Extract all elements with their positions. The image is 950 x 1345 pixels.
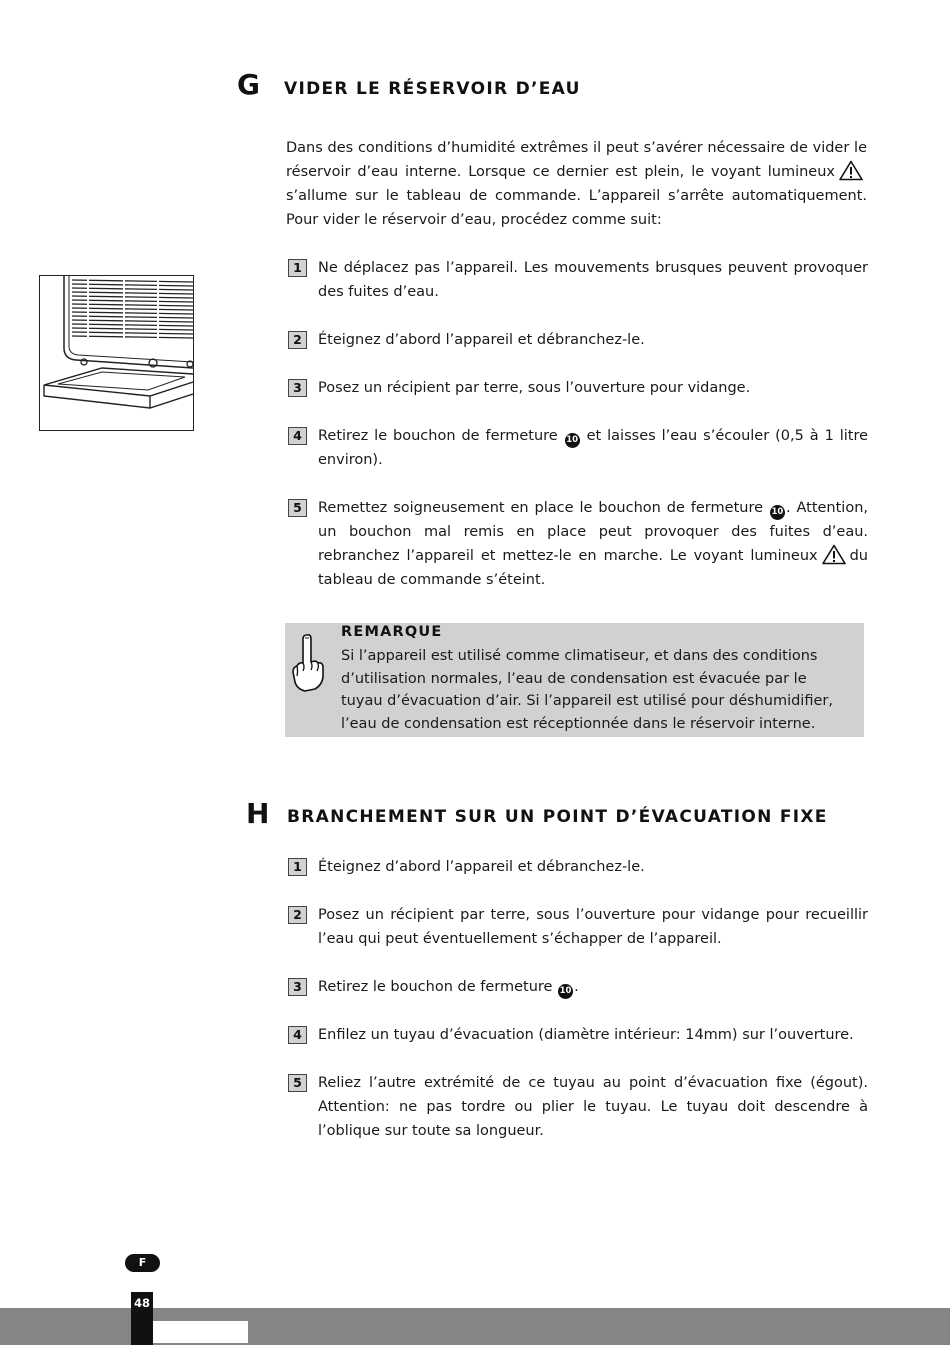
step-h-4 xyxy=(288,1023,868,1047)
section-g-letter: G xyxy=(237,68,260,101)
section-h-title: BRANCHEMENT SUR UN POINT D’ÉVACUATION FIXE xyxy=(287,807,828,827)
step-h-3 xyxy=(288,975,868,999)
step-h-1 xyxy=(288,855,868,879)
step-h-2 xyxy=(288,903,868,951)
intro-text-part1: Dans des conditions d’humidité extrêmes il peut s’avérer nécessaire de vider le réservoir d’eau interne. Lorsque ce dernier est plein, le voyant lumineux xyxy=(286,140,867,180)
circled-number-icon: 10 xyxy=(558,984,573,999)
step-text: Ne déplacez pas l’appareil. Les mouvements brusques peuvent provoquer des fuites d’eau. xyxy=(318,260,868,300)
step-text: Posez un récipient par terre, sous l’ouverture pour vidange. xyxy=(318,380,751,396)
step-text: Éteignez d’abord l’appareil et débranchez-le. xyxy=(318,859,645,875)
note-title: REMARQUE xyxy=(341,624,443,640)
footer-white-strip xyxy=(153,1321,248,1343)
language-badge: F xyxy=(125,1254,160,1272)
step-text-part: . xyxy=(574,979,579,995)
step-number: 3 xyxy=(288,978,307,996)
step-h-5 xyxy=(288,1071,868,1143)
section-g-intro xyxy=(286,136,867,232)
step-text-part: et laisses l’eau s’écouler (0,5 à 1 litre environ). xyxy=(318,428,869,468)
step-number: 1 xyxy=(288,858,307,876)
section-g-title: VIDER LE RÉSERVOIR D’EAU xyxy=(284,79,581,99)
step-text: Éteignez d’abord l’appareil et débranchez-le. xyxy=(318,332,645,348)
warning-triangle-icon xyxy=(839,160,863,181)
step-g-5 xyxy=(288,496,868,592)
step-text-part: Retirez le bouchon de fermeture xyxy=(318,979,553,995)
step-number: 4 xyxy=(288,1026,307,1044)
tank-drain-illustration xyxy=(39,275,194,431)
step-number: 3 xyxy=(288,379,307,397)
step-g-1 xyxy=(288,256,868,304)
step-g-3 xyxy=(288,376,868,400)
step-text xyxy=(318,975,868,999)
step-text xyxy=(318,496,868,592)
circled-number-icon: 10 xyxy=(565,433,580,448)
section-h-letter: H xyxy=(246,797,270,830)
step-text-part: . Attention, un bouchon mal remis en place peut provoquer des fuites d’eau. rebranchez l’appareil et mettez-le en marche. Le voyant lumineux xyxy=(318,500,868,564)
circled-number-icon: 10 xyxy=(770,505,785,520)
step-g-4 xyxy=(288,424,868,472)
step-text-part: du tableau de commande s’éteint. xyxy=(318,548,868,588)
step-number: 1 xyxy=(288,259,307,277)
step-text-part: Remettez soigneusement en place le bouchon de fermeture xyxy=(318,500,764,516)
warning-triangle-icon xyxy=(822,544,846,565)
step-text: Reliez l’autre extrémité de ce tuyau au point d’évacuation fixe (égout). Attention: ne pas tordre ou plier le tuyau. Le tuyau doit descendre à l’oblique sur toute sa longueur. xyxy=(318,1075,868,1139)
step-text: Posez un récipient par terre, sous l’ouverture pour vidange pour recueillir l’eau qui peut éventuellement s’échapper de l’appareil. xyxy=(318,907,868,947)
step-text: Enfilez un tuyau d’évacuation (diamètre intérieur: 14mm) sur l’ouverture. xyxy=(318,1027,854,1043)
note-text: Si l’appareil est utilisé comme climatiseur, et dans des conditions d’utilisation normales, l’eau de condensation est évacuée par le tuyau d’évacuation d’air. Si l’appareil est utilisé pour déshumidifier, l’eau de condensation est réceptionnée dans le réservoir interne. xyxy=(341,648,833,732)
pointing-hand-icon xyxy=(291,632,325,698)
intro-text-part2: s’allume sur le tableau de commande. L’appareil s’arrête automatiquement. Pour vider le réservoir d’eau, procédez comme suit: xyxy=(286,188,867,228)
step-number: 2 xyxy=(288,906,307,924)
step-number: 4 xyxy=(288,427,307,445)
step-g-2 xyxy=(288,328,868,352)
page-number: 48 xyxy=(133,1296,150,1310)
step-number: 2 xyxy=(288,331,307,349)
step-text-part: Retirez le bouchon de fermeture xyxy=(318,428,558,444)
step-number: 5 xyxy=(288,1074,307,1092)
step-text xyxy=(318,424,868,472)
step-number: 5 xyxy=(288,499,307,517)
